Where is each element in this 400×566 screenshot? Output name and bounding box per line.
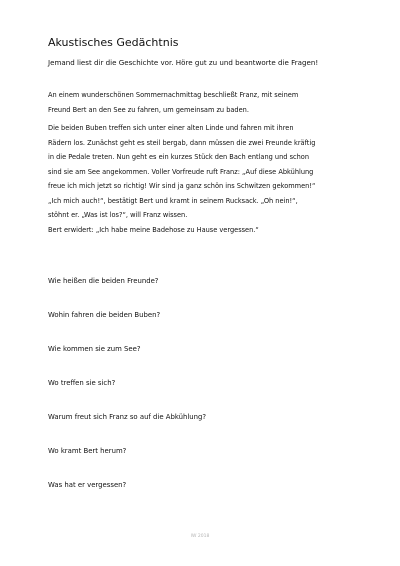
question-item: Was hat er vergessen? xyxy=(48,481,127,489)
story-line: freue ich mich jetzt so richtig! Wir sind ja ganz schön ins Schwitzen gekommen!“ xyxy=(48,182,316,190)
question-item: Warum freut sich Franz so auf die Abkühlung? xyxy=(48,413,207,421)
story-line: stöhnt er. „Was ist los?“, will Franz wissen. xyxy=(48,211,188,219)
question-item: Wo treffen sie sich? xyxy=(48,379,116,387)
page-footer: IW 2018 xyxy=(190,534,210,539)
question-item: Wohin fahren die beiden Buben? xyxy=(48,311,161,319)
story-line: Bert erwidert: „Ich habe meine Badehose zu Hause vergessen.“ xyxy=(48,225,259,234)
story-line: sind sie am See angekommen. Voller Vorfreude ruft Franz: „Auf diese Abkühlung xyxy=(48,167,314,176)
question-item: Wie heißen die beiden Freunde? xyxy=(48,277,159,285)
question-item: Wo kramt Bert herum? xyxy=(48,447,127,455)
story-text xyxy=(48,88,378,237)
story-line: Die beiden Buben treffen sich unter einer alten Linde und fahren mit ihren xyxy=(48,124,294,132)
story-line: Rädern los. Zunächst geht es steil bergab, dann müssen die zwei Freunde kräftig xyxy=(48,138,316,147)
instructions-text: Jemand liest dir die Geschichte vor. Höre gut zu und beantworte die Fragen! xyxy=(48,58,319,67)
story-line: Freund Bert an den See zu fahren, um gemeinsam zu baden. xyxy=(48,105,249,114)
question-item: Wie kommen sie zum See? xyxy=(48,345,141,353)
story-line: An einem wunderschönen Sommernachmittag beschließt Franz, mit seinem xyxy=(48,91,299,99)
question-list xyxy=(48,276,378,514)
page-title: Akustisches Gedächtnis xyxy=(48,36,179,49)
story-line: „Ich mich auch!“, bestätigt Bert und kramt in seinem Rucksack. „Oh nein!“, xyxy=(48,196,298,205)
story-line: in die Pedale treten. Nun geht es ein kurzes Stück den Bach entlang und schon xyxy=(48,153,310,161)
